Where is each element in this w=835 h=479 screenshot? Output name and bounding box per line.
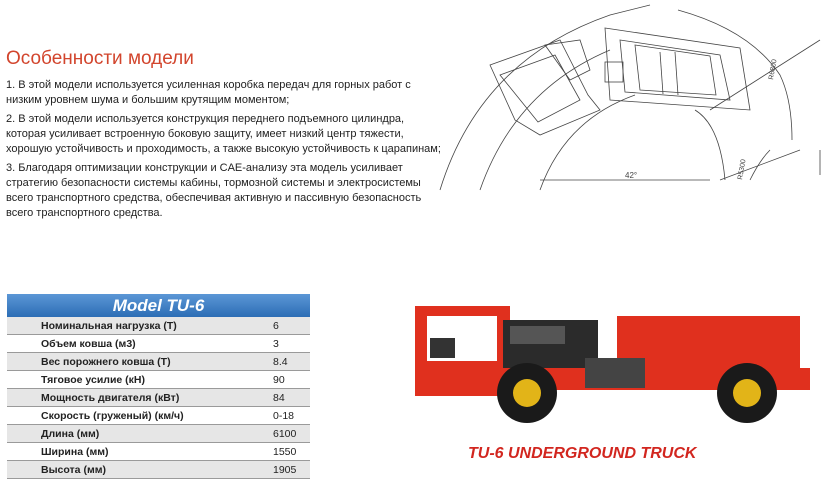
spec-value: 1550 xyxy=(237,443,310,461)
spec-label: Скорость (груженый) (км/ч) xyxy=(7,407,237,425)
hydraulics xyxy=(585,358,645,388)
spec-value: 84 xyxy=(237,389,310,407)
spec-label: Вес порожнего ковша (Т) xyxy=(7,353,237,371)
section-title: Особенности модели xyxy=(6,48,194,69)
spec-value: 3 xyxy=(237,335,310,353)
truck-caption: TU-6 UNDERGROUND TRUCK xyxy=(468,445,697,462)
table-row xyxy=(7,443,310,461)
table-row xyxy=(7,317,310,335)
table-row xyxy=(7,335,310,353)
cab-seat xyxy=(430,338,455,358)
feature-item-3: 3. Благодаря оптимизации конструкции и CAE-анализу эта модель усиливает стратегию безопасности системы кабины, тормозной системы и электросистемы всего транспортного средства, обеспечивая активную и пассивную безопасность всего транспортного средства. xyxy=(6,162,422,219)
truck-image xyxy=(405,298,820,428)
table-row xyxy=(7,461,310,479)
spec-title: Model TU-6 xyxy=(7,294,310,317)
table-row xyxy=(7,425,310,443)
spec-label: Номинальная нагрузка (Т) xyxy=(7,317,237,335)
spec-value: 8.4 xyxy=(237,353,310,371)
spec-value: 6100 xyxy=(237,425,310,443)
radius-inner-label: R5300 xyxy=(737,158,748,181)
spec-value: 1905 xyxy=(237,461,310,479)
spec-label: Длина (мм) xyxy=(7,425,237,443)
table-row xyxy=(7,407,310,425)
spec-label: Ширина (мм) xyxy=(7,443,237,461)
features-list xyxy=(6,78,446,225)
radius-outer-label: R6800 xyxy=(768,58,779,81)
spec-value: 6 xyxy=(237,317,310,335)
table-row xyxy=(7,371,310,389)
feature-item-2: 2. В этой модели используется конструкция переднего подъемного цилиндра, которая усиливает встроенную боковую защиту, имеет низкий центр тяжести, хорошую устойчивость и проходимость, а также высокую устойчивость к царапинам; xyxy=(6,113,441,155)
table-row xyxy=(7,353,310,371)
angle-label: 42° xyxy=(625,171,638,180)
spec-label: Высота (мм) xyxy=(7,461,237,479)
spec-table xyxy=(7,294,310,479)
turning-radius-diagram xyxy=(420,0,835,210)
spec-label: Тяговое усилие (кН) xyxy=(7,371,237,389)
feature-item-1: 1. В этой модели используется усиленная коробка передач для горных работ с низким уровнем шума и большим крутящим моментом; xyxy=(6,79,411,106)
spec-label: Объем ковша (м3) xyxy=(7,335,237,353)
spec-label: Мощность двигателя (кВт) xyxy=(7,389,237,407)
table-row xyxy=(7,389,310,407)
spec-value: 0-18 xyxy=(237,407,310,425)
spec-value: 90 xyxy=(237,371,310,389)
